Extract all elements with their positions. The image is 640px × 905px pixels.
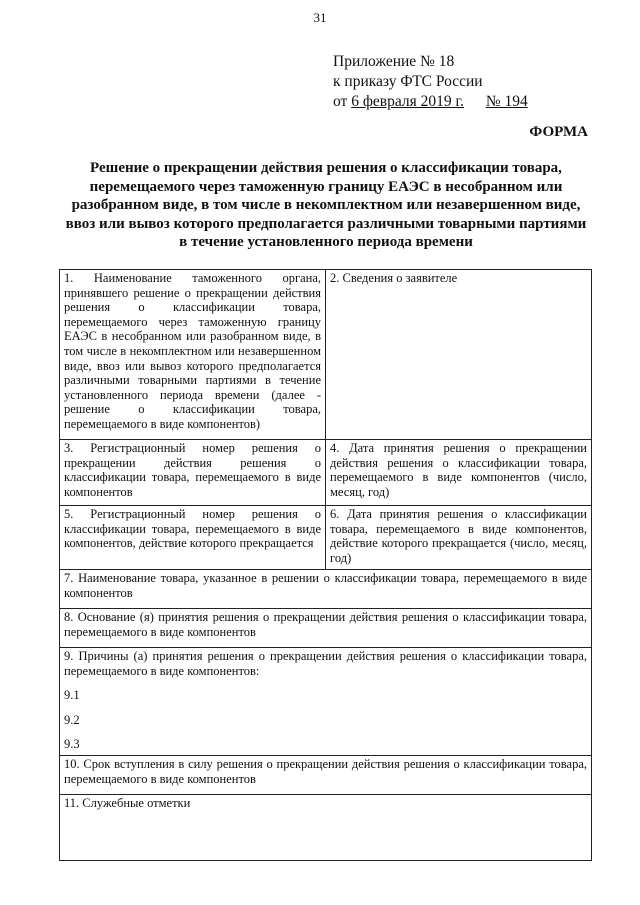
annex-number: № 194 [485,93,528,110]
form-row-8 [60,795,592,861]
field-5-classification-number: 5. Регистрационный номер решения о классификации товара, перемещаемого в виде компонентов, действие которого прекращается [60,506,326,570]
form-row-1 [60,270,592,440]
field-11-service-notes: 11. Служебные отметки [60,795,592,861]
form-row-7 [60,756,592,795]
form-row-2 [60,440,592,506]
field-9-reasons [60,648,592,756]
document-title: Решение о прекращении действия решения о классификации товара, перемещаемого через таможенную границу ЕАЭС в несобранном или разобранном виде, в том числе в некомплектном или незавершенном виде, ввоз или вывоз которого предполагается различными товарными партиями в течение установленного периода времени [65,160,587,250]
field-8-grounds: 8. Основание (я) принятия решения о прекращении действия решения о классификации товара, перемещаемого в виде компонентов [60,609,592,648]
field-3-registration-number: 3. Регистрационный номер решения о прекращении действия решения о классификации товара, перемещаемого в виде компонентов [60,440,326,506]
field-9-2: 9.2 [64,712,80,727]
page-number: 31 [313,10,327,25]
annex-date: 6 февраля 2019 г. [351,93,464,110]
field-2-applicant: 2. Сведения о заявителе [326,270,592,440]
field-6-classification-date: 6. Дата принятия решения о классификации товара, перемещаемого в виде компонентов, действие которого прекращается (число, месяц, год) [326,506,592,570]
field-7-goods-name: 7. Наименование товара, указанное в решении о классификации товара, перемещаемого в виде компонентов [60,570,592,609]
form-row-6 [60,648,592,756]
form-row-5 [60,609,592,648]
annex-block [333,52,542,112]
annex-order: к приказу ФТС России [333,73,483,90]
field-9-3: 9.3 [64,737,80,752]
form-row-3 [60,506,592,570]
form-table [59,269,592,861]
form-label: ФОРМА [529,124,588,140]
field-9-1: 9.1 [64,688,80,703]
field-1-customs-authority: 1. Наименование таможенного органа, принявшего решение о прекращении действия решения о классификации товара, перемещаемого через таможенную границу ЕАЭС в несобранном или разобранном виде, в том числе в некомплектном или незавершенном виде, ввоз или вывоз которого предполагается различными товарными партиями в течение установленного периода времени (далее - решение о классификации товара, перемещаемого в виде компонентов) [60,270,326,440]
form-row-4 [60,570,592,609]
annex-title: Приложение № 18 [333,53,455,70]
field-4-decision-date: 4. Дата принятия решения о прекращении действия решения о классификации товара, перемещаемого в виде компонентов (число, месяц, год) [326,440,592,506]
annex-from: от [333,93,348,110]
field-9-label: 9. Причины (а) принятия решения о прекращении действия решения о классификации товара, перемещаемого в виде компонентов: [64,649,587,678]
field-10-effective-date: 10. Срок вступления в силу решения о прекращении действия решения о классификации товара, перемещаемого в виде компонентов [60,756,592,795]
annex-date-line [333,92,542,112]
